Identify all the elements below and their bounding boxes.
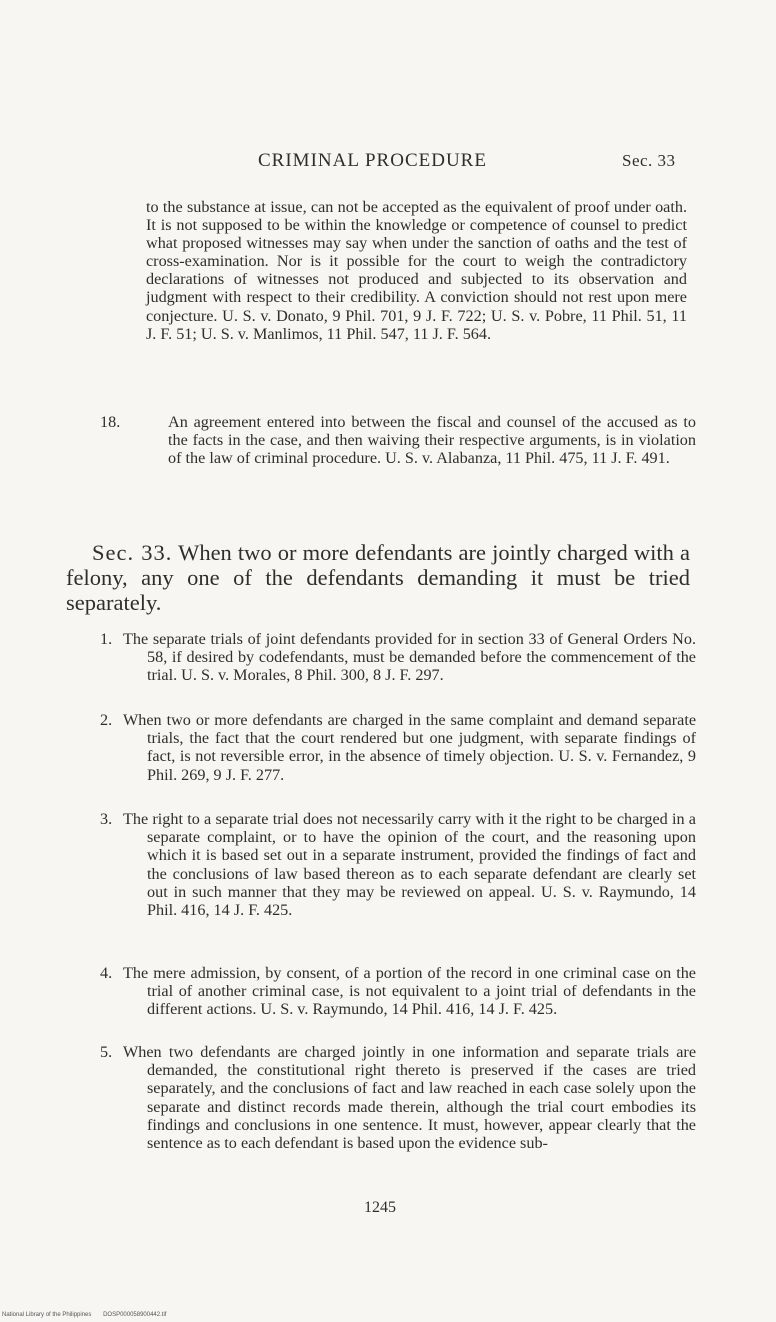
annotation-number: 5. [100,1043,113,1061]
section-body: When two or more defendants are jointly charged with a felony, any one of the defendants demanding it must be tried separately. [66,540,690,615]
library-credit: National Library of the Philippines [2,1312,92,1318]
annotation-number: 1. [100,630,113,648]
annotation-2 [100,711,696,784]
annotation-number: 2. [100,711,113,729]
annotation-number: 4. [100,964,113,982]
annotation-text: The right to a separate trial does not necessarily carry with it the right to be charged in a separate complaint, or to have the opinion of the court, and the reasoning upon which it is based set out in a separate instrument, provided the findings of fact and the conclusions of law based thereon as to each separate defendant are clearly set out in such manner that they may be reviewed on appeal. U. S. v. Raymundo, 14 Phil. 416, 14 J. F. 425. [123,810,696,920]
section-reference: Sec. 33 [622,151,676,170]
scan-code: DOSP000058900442.tif [103,1312,167,1318]
section-33-text [66,540,690,615]
continuation-paragraph: to the substance at issue, can not be accepted as the equivalent of proof under oath. It is not supposed to be within the knowledge or competence of counsel to predict what proposed witnesses may say when under the sanction of oaths and the test of cross-examination. Nor is it possible for the court to weigh the contradictory declarations of witnesses not produced and subjected to its observation and judgment with respect to their credibility. A conviction should not rest upon mere conjecture. U. S. v. Donato, 9 Phil. 701, 9 J. F. 722; U. S. v. Pobre, 11 Phil. 51, 11 J. F. 51; U. S. v. Manlimos, 11 Phil. 547, 11 J. F. 564. [146,198,687,343]
annotation-18 [100,413,696,468]
annotation-3 [100,810,696,919]
annotation-text: When two or more defendants are charged in the same complaint and demand separate trials, the fact that the court rendered but one judgment, with separate findings of fact, is not reversible error, in the absence of timely objection. U. S. v. Fernandez, 9 Phil. 269, 9 J. F. 277. [123,711,696,784]
annotation-text: The mere admission, by consent, of a portion of the record in one criminal case on the trial of another criminal case, is not equivalent to a joint trial of defendants in the different actions. U. S. v. Raymundo, 14 Phil. 416, 14 J. F. 425. [123,964,696,1019]
annotation-4 [100,964,696,1019]
section-label: Sec. 33. [92,540,173,565]
running-header [0,150,776,176]
annotation-number: 3. [100,810,113,828]
annotation-5 [100,1043,696,1152]
running-title: CRIMINAL PROCEDURE [258,150,487,171]
annotation-number: 18. [100,413,121,431]
annotation-1 [100,630,696,685]
annotation-text: When two defendants are charged jointly in one information and separate trials are demanded, the constitutional right thereto is preserved if the cases are tried separately, and the conclusions of fact and law reached in each case solely upon the separate and distinct records made therein, although the trial court embodies its findings and conclusions in one sentence. It must, however, appear clearly that the sentence as to each defendant is based upon the evidence sub- [123,1043,696,1153]
annotation-text: The separate trials of joint defendants provided for in section 33 of General Orders No. 58, if desired by codefendants, must be demanded before the commencement of the trial. U. S. v. Morales, 8 Phil. 300, 8 J. F. 297. [123,630,696,685]
page-number: 1245 [364,1199,396,1216]
annotation-text: An agreement entered into between the fiscal and counsel of the accused as to the facts in the case, and then waiving their respective arguments, is in violation of the law of criminal procedure. U. S. v. Alabanza, 11 Phil. 475, 11 J. F. 491. [168,413,696,468]
scan-footer [2,1312,166,1318]
